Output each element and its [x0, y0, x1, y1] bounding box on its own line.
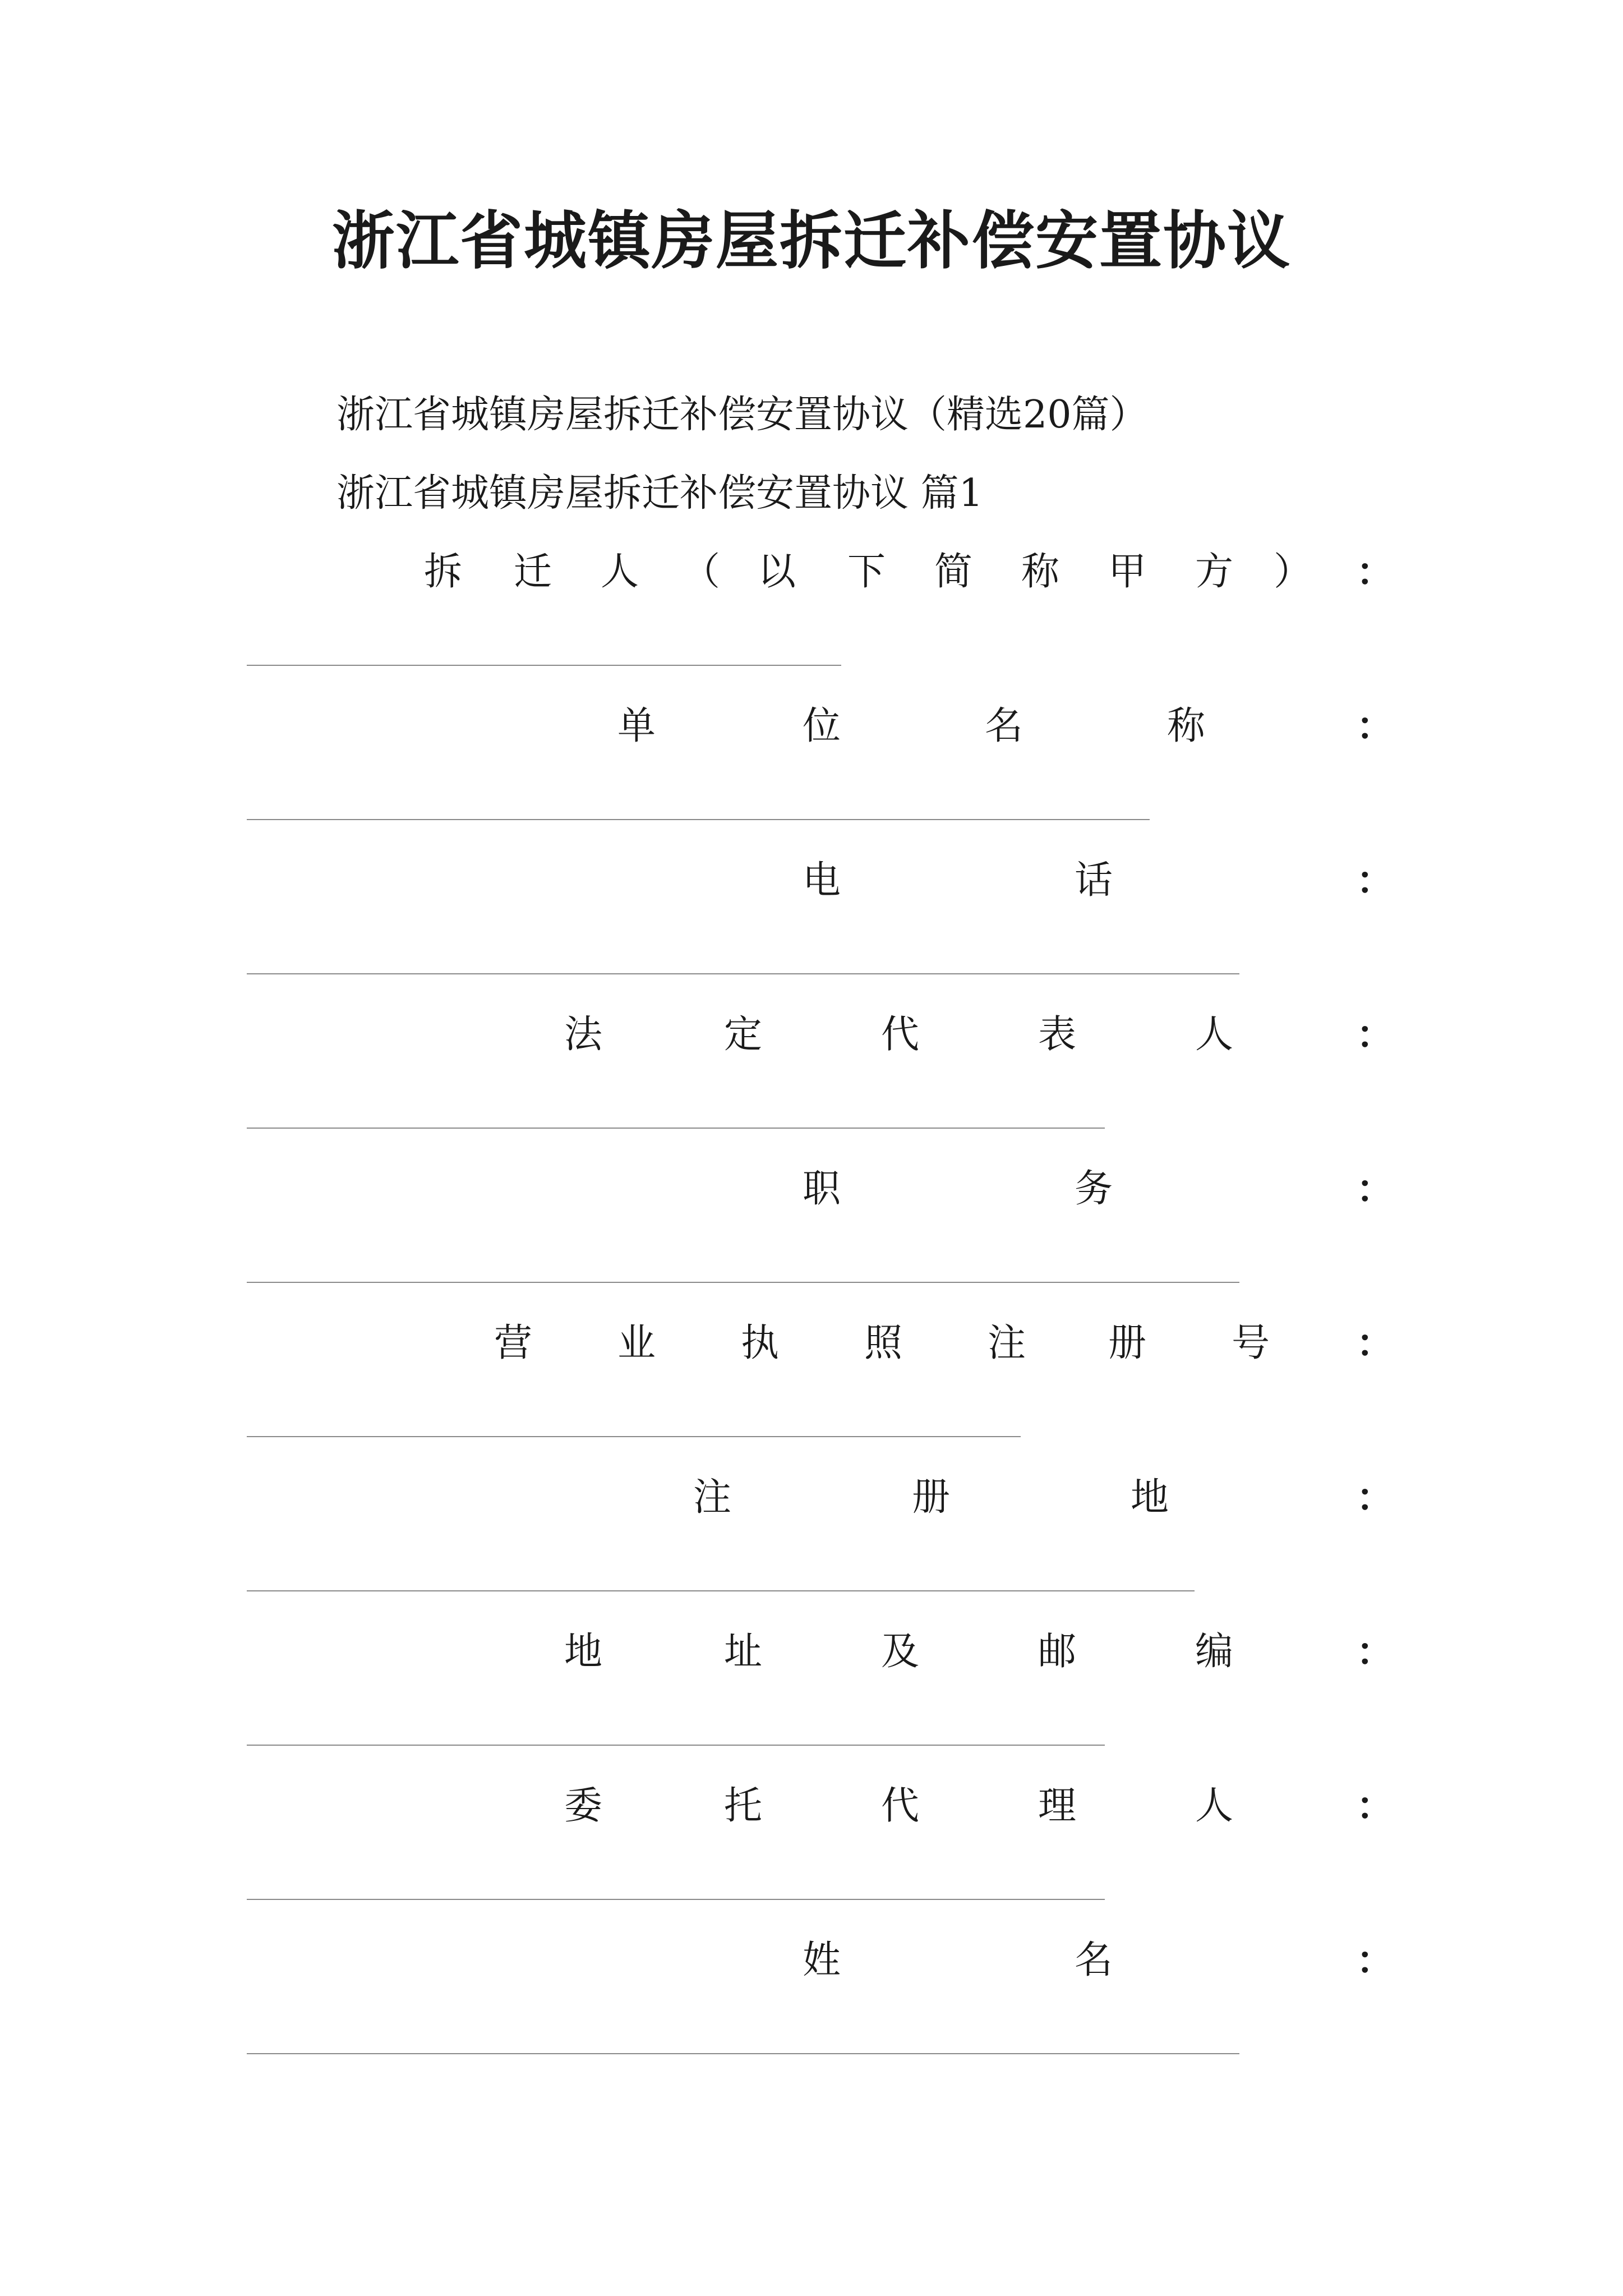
field-colon: ： [1356, 1167, 1395, 1212]
field-label-char: 称 [1166, 704, 1206, 748]
field-label-char: 址 [723, 1630, 763, 1674]
field-label-char: 册 [1108, 1321, 1147, 1365]
field-label-char: ） [1273, 550, 1312, 594]
document-title: 浙江省城镇房屋拆迁补偿安置协议 [332, 204, 1291, 278]
field-label-char: 位 [802, 704, 841, 748]
field-label-char: 地 [564, 1630, 603, 1674]
field-name [0, 1932, 1623, 1989]
fill-in-line [247, 665, 841, 666]
field-label-char: 照 [864, 1321, 903, 1365]
field-label-char: 务 [1074, 1167, 1113, 1211]
field-label-char: 注 [693, 1475, 732, 1520]
fill-in-line [247, 1745, 1105, 1746]
field-colon: ： [1356, 858, 1395, 903]
field-label-char: 执 [740, 1321, 780, 1365]
field-label-char: 委 [564, 1784, 603, 1828]
field-colon: ： [1356, 1321, 1395, 1366]
field-colon: ： [1356, 1630, 1395, 1674]
field-label-char: 姓 [802, 1938, 841, 1982]
fill-in-line [247, 1899, 1105, 1900]
field-colon: ： [1356, 1475, 1395, 1520]
field-label-char: 称 [1021, 550, 1060, 594]
field-label-char: 下 [847, 550, 886, 594]
field-label-char: 迁 [513, 550, 552, 594]
field-label-char: 表 [1038, 1013, 1077, 1057]
section-heading: 浙江省城镇房屋拆迁补偿安置协议 篇1 [336, 471, 983, 516]
field-unit-name [0, 698, 1623, 754]
field-label-char: 地 [1130, 1475, 1169, 1520]
field-authorized-agent [0, 1778, 1623, 1834]
fill-in-line [247, 1128, 1105, 1129]
field-label-char: 号 [1231, 1321, 1270, 1365]
field-label-char: 职 [802, 1167, 841, 1211]
field-label-char: 甲 [1108, 550, 1147, 594]
field-registered-place [0, 1470, 1623, 1526]
field-label-char: 理 [1038, 1784, 1077, 1828]
field-label-char: 以 [757, 550, 796, 594]
fill-in-line [247, 2053, 1239, 2054]
fill-in-line [247, 973, 1239, 974]
field-label-char: 及 [880, 1630, 920, 1674]
field-label-char: 话 [1074, 858, 1113, 903]
field-label-char: 法 [564, 1013, 603, 1057]
field-label-char: 人 [1195, 1013, 1234, 1057]
document-subtitle: 浙江省城镇房屋拆迁补偿安置协议（精选20篇） [336, 393, 1148, 437]
field-label-char: 电 [802, 858, 841, 903]
field-label-char: 名 [1074, 1938, 1113, 1982]
field-colon: ： [1356, 1938, 1395, 1983]
field-colon: ： [1356, 1784, 1395, 1829]
field-label-char: 编 [1195, 1630, 1234, 1674]
field-label-char: 邮 [1038, 1630, 1077, 1674]
field-business-license-number [0, 1315, 1623, 1372]
field-label-char: 册 [911, 1475, 951, 1520]
field-label-char: 注 [987, 1321, 1026, 1365]
field-colon: ： [1356, 704, 1395, 749]
field-label-char: 人 [600, 550, 639, 594]
field-label-char: 业 [617, 1321, 656, 1365]
field-position [0, 1161, 1623, 1217]
field-label-char: 单 [617, 704, 656, 748]
field-label-char: 名 [984, 704, 1023, 748]
fill-in-line [247, 1436, 1021, 1437]
field-colon: ： [1356, 1013, 1395, 1057]
field-label-char: 托 [723, 1784, 763, 1828]
field-colon: ： [1356, 550, 1395, 595]
fill-in-line [247, 1590, 1195, 1591]
field-label-char: 人 [1195, 1784, 1234, 1828]
fill-in-line [247, 819, 1150, 820]
field-label-char: 方 [1195, 550, 1234, 594]
field-label-char: 营 [494, 1321, 533, 1365]
field-demolisher [0, 544, 1623, 600]
field-label-char: （ [681, 550, 721, 594]
field-label-char: 拆 [423, 550, 463, 594]
field-label-char: 简 [934, 550, 973, 594]
field-label-char: 定 [723, 1013, 763, 1057]
field-label-char: 代 [880, 1013, 920, 1057]
fill-in-line [247, 1282, 1239, 1283]
field-phone [0, 853, 1623, 909]
field-legal-representative [0, 1007, 1623, 1063]
field-address-postcode [0, 1624, 1623, 1680]
field-label-char: 代 [880, 1784, 920, 1828]
